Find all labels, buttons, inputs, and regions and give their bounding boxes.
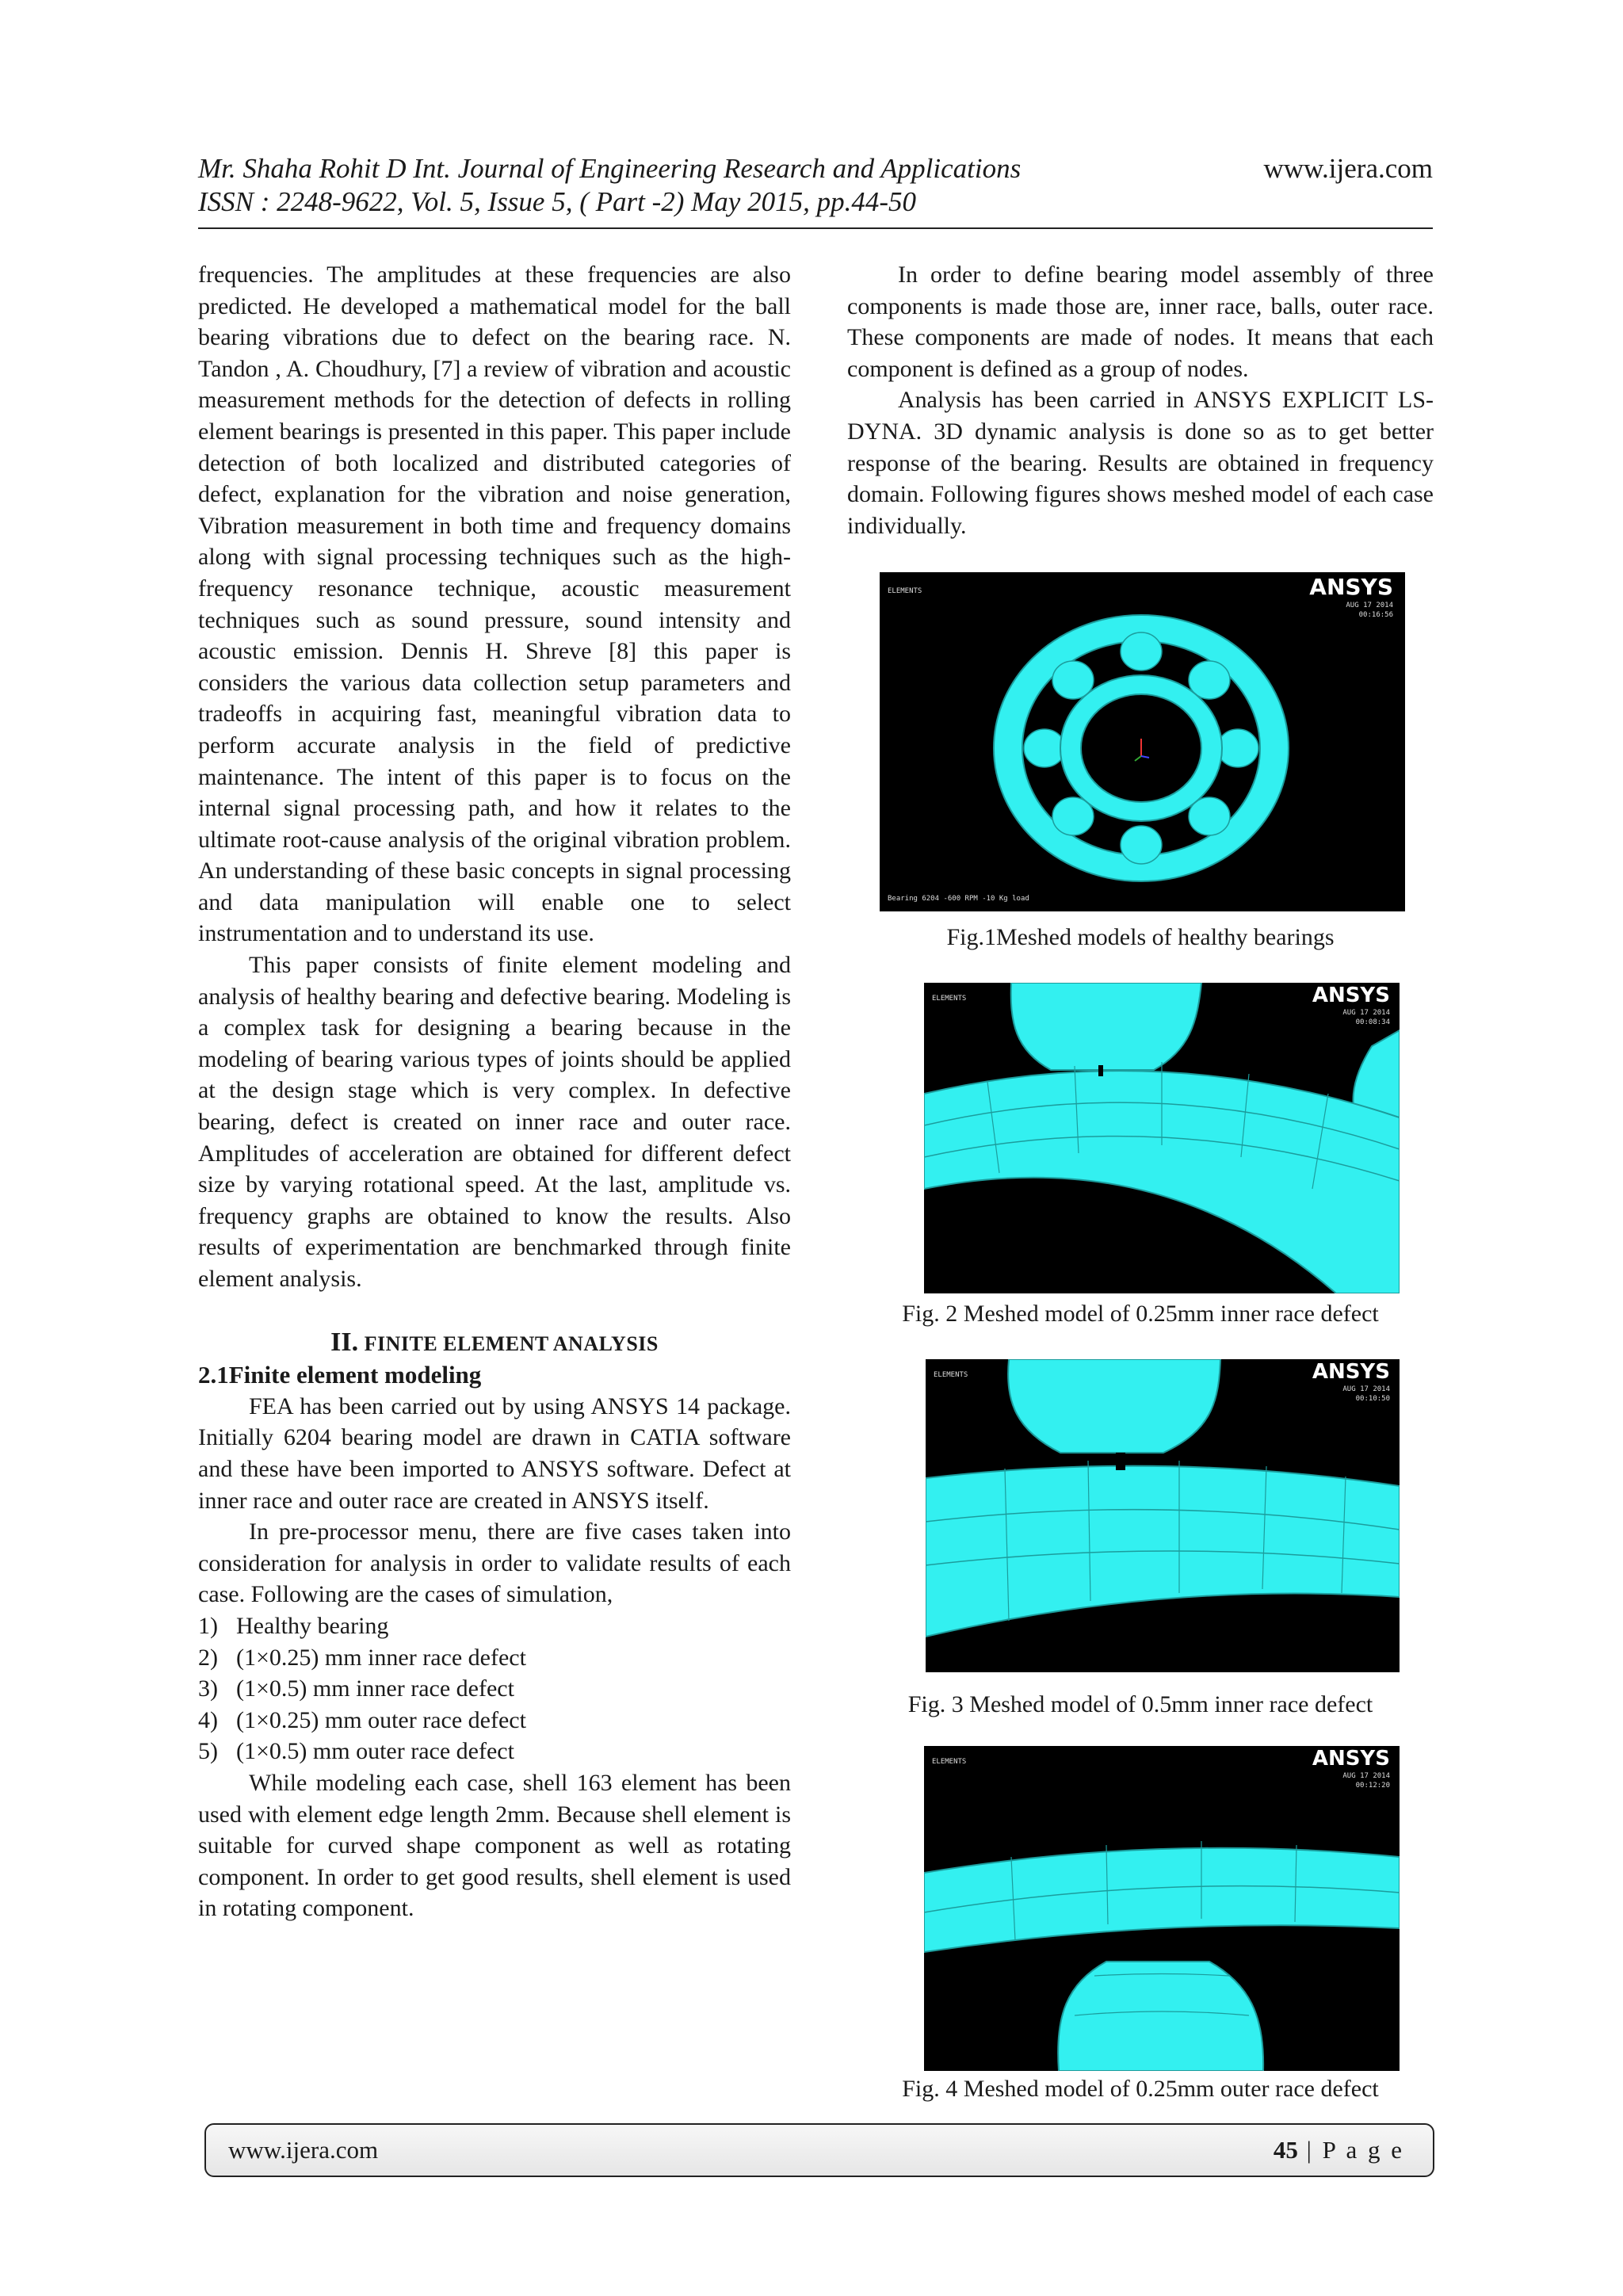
list-item xyxy=(198,1705,791,1736)
section-title: FINITE ELEMENT ANALYSIS xyxy=(364,1331,659,1355)
figure-3-caption: Fig. 3 Meshed model of 0.5mm inner race defect xyxy=(907,1691,1373,1717)
figure-time: 00:10:50 xyxy=(1355,1395,1390,1403)
page-number-value: 45 xyxy=(1273,2136,1298,2164)
header-journal-line: Mr. Shaha Rohit D Int. Journal of Engineering Research and Applications xyxy=(198,153,1022,184)
list-number: 2) xyxy=(198,1644,218,1671)
figure-date: AUG 17 2014 xyxy=(1342,1772,1390,1780)
running-header xyxy=(198,152,1228,219)
figure-label: ELEMENTS xyxy=(888,587,922,595)
ansys-logo: ANSYS xyxy=(1312,984,1390,1007)
figure-1-image xyxy=(880,572,1405,911)
figure-label: ELEMENTS xyxy=(934,1371,968,1379)
header-divider xyxy=(198,227,1433,229)
figure-1-caption: Fig.1Meshed models of healthy bearings xyxy=(946,924,1335,950)
list-text: (1×0.25) mm outer race defect xyxy=(236,1706,526,1733)
paragraph: In pre-processor menu, there are five cases taken into consideration for analysis in order to validate results of each case. Following are the cases of simulation, xyxy=(198,1519,791,1608)
list-item xyxy=(198,1610,791,1642)
list-text: Healthy bearing xyxy=(236,1612,389,1639)
figure-label: ELEMENTS xyxy=(932,1758,967,1766)
figure-footer-text: Bearing 6204 -600 RPM -10 Kg load xyxy=(888,895,1029,903)
paragraph: Analysis has been carried in ANSYS EXPLICIT LS-DYNA. 3D dynamic analysis is done so as to get better response of the bearing. Results are obtained in frequency domain. Following figures shows meshed model of each case individually. xyxy=(847,387,1434,539)
list-item xyxy=(198,1642,791,1674)
ansys-logo: ANSYS xyxy=(1309,574,1393,600)
subsection-heading: 2.1Finite element modeling xyxy=(198,1361,482,1389)
figure-date: AUG 17 2014 xyxy=(1342,1009,1390,1017)
section-number: II. xyxy=(330,1327,359,1357)
section-heading xyxy=(198,1327,791,1360)
list-number: 4) xyxy=(198,1706,218,1733)
figure-date: AUG 17 2014 xyxy=(1346,602,1393,609)
page-label: | P a g e xyxy=(1297,2136,1404,2164)
list-text: (1×0.5) mm outer race defect xyxy=(236,1738,514,1765)
paragraph: This paper consists of finite element modeling and analysis of healthy bearing and defective bearing. Modeling is a complex task for designing a bearing because in the modeling of bearing various types of joints should be applied at the design stage which is very complex. In defective bearing, defect is created on inner race and outer race. Amplitudes of acceleration are obtained for different defect size by varying rotational speed. At the last, amplitude vs. frequency graphs are obtained to know the results. Also results of experimentation are benchmarked through finite element analysis. xyxy=(198,952,791,1292)
list-number: 1) xyxy=(198,1612,218,1639)
list-text: (1×0.25) mm inner race defect xyxy=(236,1644,526,1671)
figure-time: 00:12:20 xyxy=(1355,1782,1390,1790)
figure-4-image xyxy=(924,1746,1400,2071)
right-column xyxy=(847,259,1434,541)
header-website: www.ijera.com xyxy=(1263,153,1433,184)
list-number: 5) xyxy=(198,1738,218,1765)
list-item xyxy=(198,1736,791,1767)
ansys-logo: ANSYS xyxy=(1312,1747,1390,1771)
paragraph: FEA has been carried out by using ANSYS 14 package. Initially 6204 bearing model are drawn in CATIA software and these have been imported to ANSYS software. Defect at inner race and outer race are created in ANSYS itself. xyxy=(198,1392,791,1514)
figure-3-image xyxy=(926,1359,1400,1672)
page-number xyxy=(1274,2136,1404,2164)
left-column xyxy=(198,259,791,1924)
list-text: (1×0.5) mm inner race defect xyxy=(236,1675,514,1702)
figure-2-caption: Fig. 2 Meshed model of 0.25mm inner race defect xyxy=(902,1301,1379,1327)
ansys-logo: ANSYS xyxy=(1312,1360,1390,1384)
page-footer xyxy=(204,2123,1434,2177)
paragraph: frequencies. The amplitudes at these frequencies are also predicted. He developed a mathematical model for the ball bearing vibrations due to defect on the bearing race. N. Tandon , A. Choudhury, [7] a review of vibration and acoustic measurement methods for the detection of defects in rolling element bearings is presented in this paper. This paper include detection of both localized and distributed categories of defect, explanation for the vibration and noise generation, Vibration measurement in both time and frequency domains along with signal processing techniques such as the high-frequency resonance technique, acoustic measurement techniques such as sound pressure, sound intensity and acoustic emission. Dennis H. Shreve [8] this paper is considers the various data collection setup parameters and tradeoffs in acquiring fast, meaningful vibration data to perform accurate analysis in the field of predictive maintenance. The intent of this paper is to focus on the internal signal processing path, and how it relates to the ultimate root-cause analysis of the original vibration problem. An understanding of these basic concepts in signal processing and data manipulation will enable one to select instrumentation and to understand its use. xyxy=(198,262,791,947)
figure-label: ELEMENTS xyxy=(932,995,967,1003)
paragraph: In order to define bearing model assembly of three components is made those are, inner race, balls, outer race. These components are made of nodes. It means that each component is defined as a group of nodes. xyxy=(847,262,1434,382)
figure-4-caption: Fig. 4 Meshed model of 0.25mm outer race defect xyxy=(902,2076,1379,2102)
list-item xyxy=(198,1673,791,1705)
paragraph: While modeling each case, shell 163 element has been used with element edge length 2mm. Because shell element is suitable for curved shape component as well as rotating component. In order to get good results, shell element is used in rotating component. xyxy=(198,1769,791,1922)
footer-website: www.ijera.com xyxy=(228,2136,379,2164)
figure-date: AUG 17 2014 xyxy=(1342,1385,1390,1393)
figure-time: 00:08:34 xyxy=(1355,1018,1390,1026)
simulation-cases-list xyxy=(198,1610,791,1767)
figure-time: 00:16:56 xyxy=(1358,611,1393,619)
header-issn-line: ISSN : 2248-9622, Vol. 5, Issue 5, ( Part -2) May 2015, pp.44-50 xyxy=(198,186,917,217)
figure-2-image xyxy=(924,983,1400,1293)
list-number: 3) xyxy=(198,1675,218,1702)
